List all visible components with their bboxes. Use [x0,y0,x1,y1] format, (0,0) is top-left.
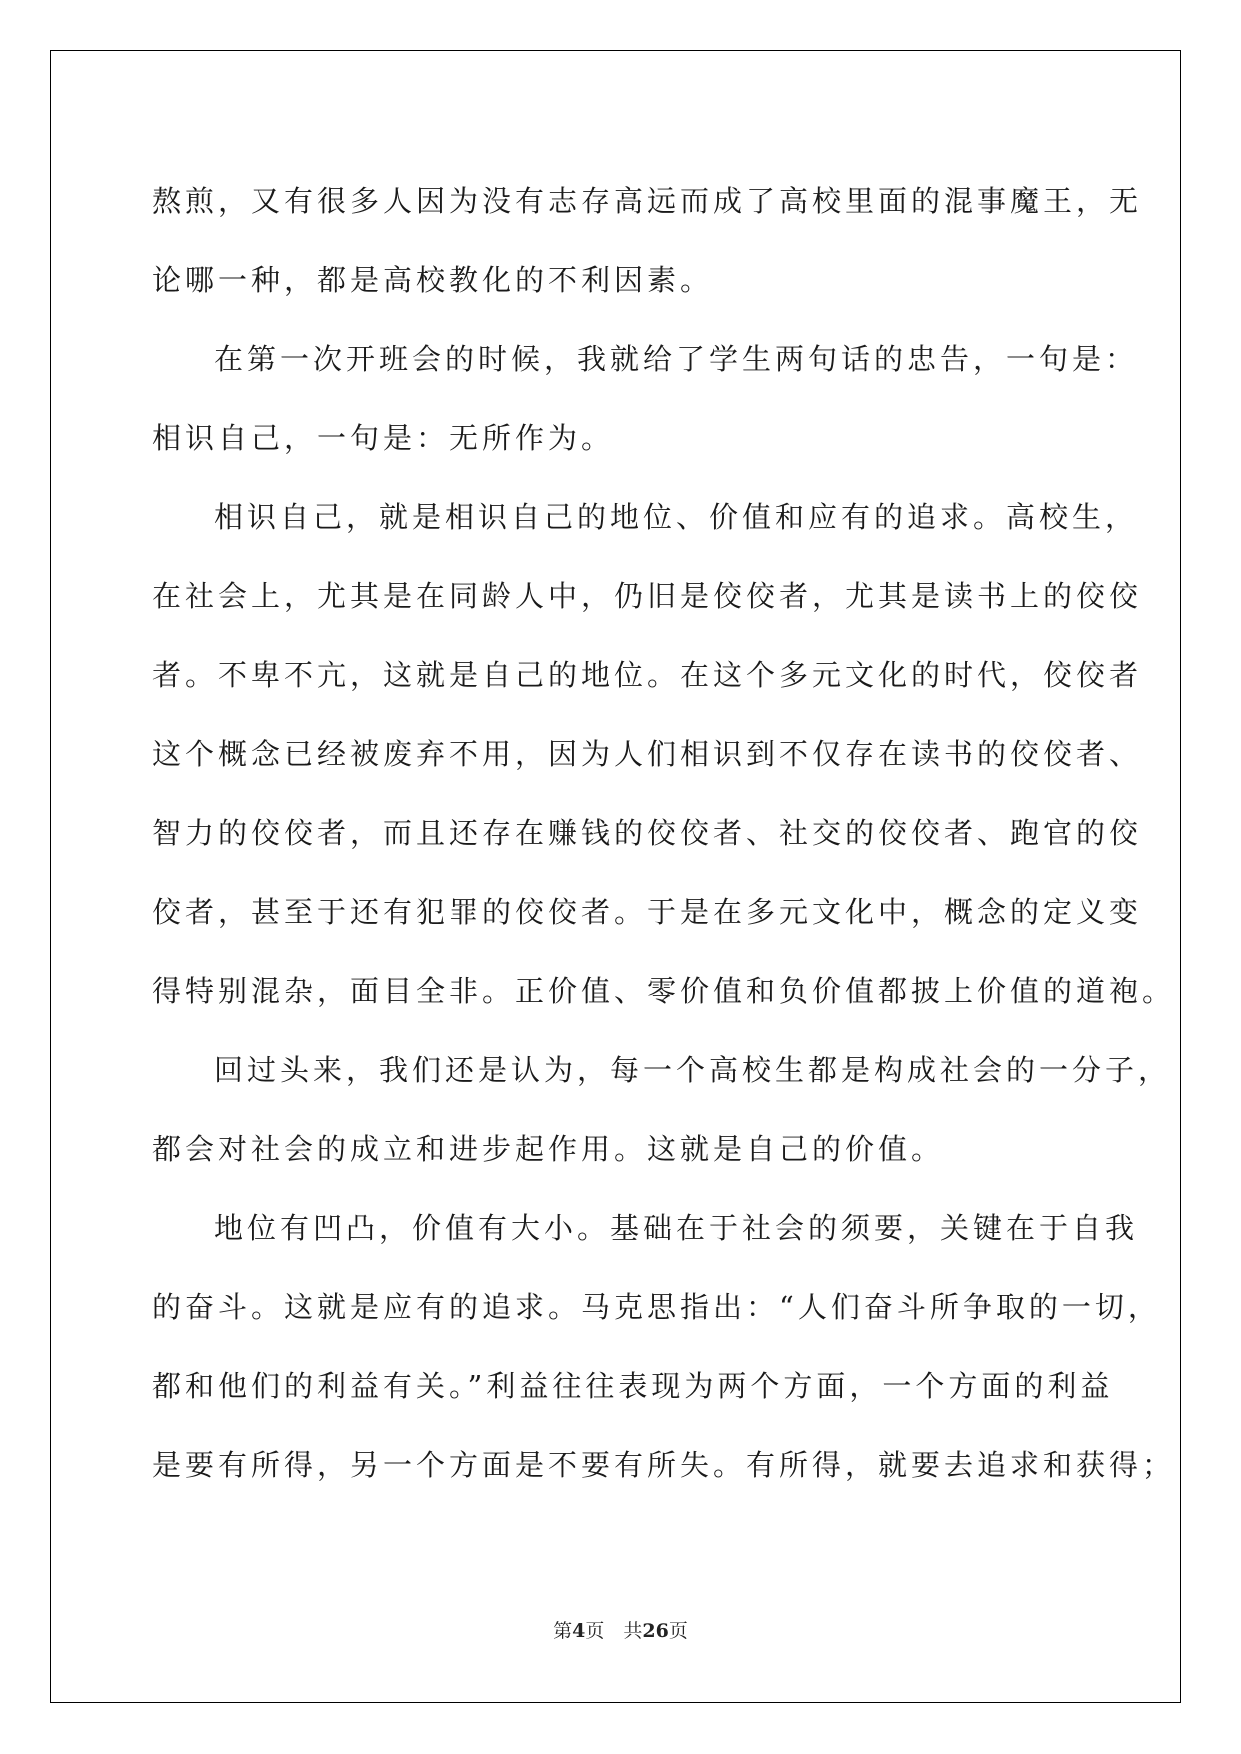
paragraph-line: 是要有所得，另一个方面是不要有所失。有所得，就要去追求和获得； [152,1448,1176,1482]
page-footer [0,1616,1241,1643]
body-text [152,162,1176,1505]
paragraph-line: 在第一次开班会的时候，我就给了学生两句话的忠告，一句是： [214,342,1139,376]
footer-current-page: 4 [572,1620,586,1642]
paragraph-line: 在社会上，尤其是在同龄人中，仍旧是佼佼者，尤其是读书上的佼佼 [152,579,1143,613]
footer-prefix: 第 [553,1620,573,1642]
paragraph-line: 这个概念已经被废弃不用，因为人们相识到不仅存在读书的佼佼者、 [152,737,1143,771]
paragraph-line: 相识自己，就是相识自己的地位、价值和应有的追求。高校生， [214,500,1139,534]
paragraph-line: 地位有凹凸，价值有大小。基础在于社会的须要，关键在于自我 [214,1211,1139,1245]
paragraph-line: 佼者，甚至于还有犯罪的佼佼者。于是在多元文化中，概念的定义变 [152,895,1143,929]
paragraph-line: 相识自己，一句是：无所作为。 [152,421,615,455]
paragraph-line: 都和他们的利益有关。”利益往往表现为两个方面，一个方面的利益 [152,1369,1114,1403]
paragraph-line: 熬煎，又有很多人因为没有志存高远而成了高校里面的混事魔王，无 [152,184,1143,218]
footer-middle: 页 共 [585,1620,643,1642]
paragraph-line: 得特别混杂，面目全非。正价值、零价值和负价值都披上价值的道袍。 [152,974,1176,1008]
footer-suffix: 页 [668,1620,688,1642]
paragraph-line: 回过头来，我们还是认为，每一个高校生都是构成社会的一分子， [214,1053,1172,1087]
footer-total-pages: 26 [642,1620,669,1642]
paragraph-line: 者。不卑不亢，这就是自己的地位。在这个多元文化的时代，佼佼者 [152,658,1143,692]
paragraph-line: 都会对社会的成立和进步起作用。这就是自己的价值。 [152,1132,945,1166]
paragraph-line: 智力的佼佼者，而且还存在赚钱的佼佼者、社交的佼佼者、跑官的佼 [152,816,1143,850]
paragraph-line: 论哪一种，都是高校教化的不利因素。 [152,263,714,297]
paragraph-line: 的奋斗。这就是应有的追求。马克思指出：“人们奋斗所争取的一切， [152,1290,1161,1324]
